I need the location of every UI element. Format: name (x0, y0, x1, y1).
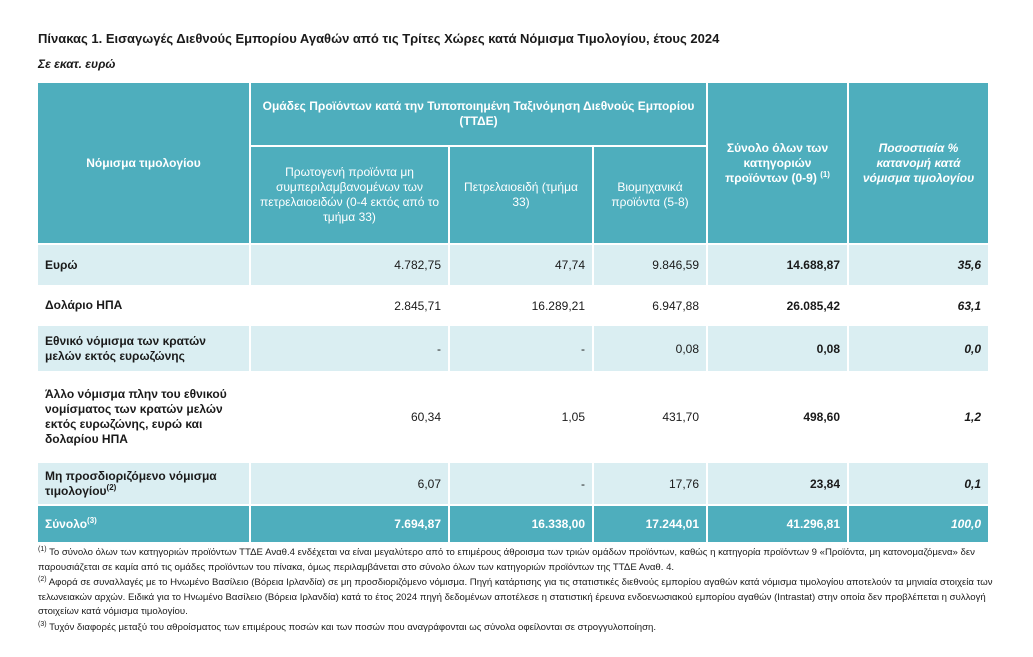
row-label: Δολάριο ΗΠΑ (37, 286, 250, 325)
total-petroleum: 16.338,00 (449, 505, 593, 543)
cell-percent: 1,2 (848, 372, 989, 462)
cell-total: 14.688,87 (707, 244, 848, 286)
cell-percent: 63,1 (848, 286, 989, 325)
row-label: Άλλο νόμισμα πλην του εθνικού νομίσματος των κρατών μελών εκτός ευρωζώνης, ευρώ και δολαρίου ΗΠΑ (37, 372, 250, 462)
footnote: $^{(2)}$ Αφορά σε συναλλαγές με το Ηνωμένο Βασίλειο (Βόρεια Ιρλανδία) σε μη προσδιοριζόμενο νόμισμα. Πηγή κατάρτισης για τις στατιστικές διεθνούς εμπορίου αγαθών κατά νόμισμα τιμολογίου αποτελούν τα μηνιαία στοιχεία των τελωνειακών αρχών. Ειδικά για το Ηνωμένο Βασίλειο (Βόρεια Ιρλανδία) κατά το έτος 2024 πηγή δεδομένων αποτέλεσε η στατιστική έρευνα ενδοενωσιακού εμπορίου αγαθών (Intrastat) στην οποία δεν προβλέπεται η συλλογή στοιχείων κατά νόμισμα τιμολογίου. (38, 576, 993, 618)
total-total: 41.296,81 (707, 505, 848, 543)
cell-total: 498,60 (707, 372, 848, 462)
table-title: Πίνακας 1. Εισαγωγές Διεθνούς Εμπορίου Αγαθών από τις Τρίτες Χώρες κατά Νόμισμα Τιμολογίου, έτους 2024 (38, 31, 720, 46)
cell-petroleum: 1,05 (449, 372, 593, 462)
table-row (37, 286, 989, 325)
total-industrial: 17.244,01 (593, 505, 707, 543)
cell-industrial: 6.947,88 (593, 286, 707, 325)
row-label: Ευρώ (37, 244, 250, 286)
cell-primary: 2.845,71 (250, 286, 449, 325)
header-total-all: Σύνολο όλων των κατηγοριών προϊόντων (0-9) $^{(1)}$ (707, 82, 848, 244)
header-primary: Πρωτογενή προϊόντα μη συμπεριλαμβανομένων των πετρελαιοειδών (0-4 εκτός από το τμήμα 33) (250, 146, 449, 244)
row-label: Μη προσδιοριζόμενο νόμισμα τιμολογίου$^{(2)}$ (37, 462, 250, 505)
cell-industrial: 431,70 (593, 372, 707, 462)
cell-petroleum: 16.289,21 (449, 286, 593, 325)
cell-industrial: 17,76 (593, 462, 707, 505)
header-currency: Νόμισμα τιμολογίου (37, 82, 250, 244)
table-row (37, 462, 989, 505)
cell-percent: 35,6 (848, 244, 989, 286)
table-row (37, 244, 989, 286)
cell-total: 0,08 (707, 325, 848, 372)
footnote: $^{(3)}$ Τυχόν διαφορές μεταξύ του αθροίσματος των επιμέρους ποσών και των ποσών που αναγράφονται ως σύνολα οφείλονται σε στρογγυλοποίηση. (38, 620, 657, 633)
imports-table (36, 81, 990, 544)
total-percent: 100,0 (848, 505, 989, 543)
cell-total: 26.085,42 (707, 286, 848, 325)
cell-total: 23,84 (707, 462, 848, 505)
cell-primary: 4.782,75 (250, 244, 449, 286)
cell-primary: 60,34 (250, 372, 449, 462)
header-petroleum: Πετρελαιοειδή (τμήμα 33) (449, 146, 593, 244)
total-label: Σύνολο$^{(3)}$ (37, 505, 250, 543)
row-label: Εθνικό νόμισμα των κρατών μελών εκτός ευρωζώνης (37, 325, 250, 372)
cell-petroleum: 47,74 (449, 244, 593, 286)
footnotes (38, 546, 993, 637)
cell-petroleum: - (449, 462, 593, 505)
header-product-groups: Ομάδες Προϊόντων κατά την Τυποποιημένη Ταξινόμηση Διεθνούς Εμπορίου (ΤΤΔΕ) (250, 82, 707, 146)
header-industrial: Βιομηχανικά προϊόντα (5-8) (593, 146, 707, 244)
header-percent: Ποσοστιαία % κατανομή κατά νόμισμα τιμολογίου (848, 82, 989, 244)
cell-percent: 0,0 (848, 325, 989, 372)
footnote: $^{(1)}$ Το σύνολο όλων των κατηγοριών προϊόντων ΤΤΔΕ Αναθ.4 ενδέχεται να είναι μεγαλύτερο από το επιμέρους άθροισμα των τριών ομάδων προϊόντων, καθώς η κατηγορία προϊόντων 9 «Προϊόντα, μη κατονομαζόμενα» δεν παρουσιάζεται σε καμία από τις ομάδες προϊόντων του πίνακα, όμως περιλαμβάνεται στο σύνολο όλων των κατηγοριών προϊόντων της ΤΤΔΕ Αναθ. 4. (38, 545, 975, 573)
cell-primary: - (250, 325, 449, 372)
cell-industrial: 0,08 (593, 325, 707, 372)
table-row (37, 372, 989, 462)
table-subtitle: Σε εκατ. ευρώ (38, 57, 116, 71)
cell-primary: 6,07 (250, 462, 449, 505)
cell-industrial: 9.846,59 (593, 244, 707, 286)
cell-petroleum: - (449, 325, 593, 372)
table-row (37, 325, 989, 372)
total-primary: 7.694,87 (250, 505, 449, 543)
cell-percent: 0,1 (848, 462, 989, 505)
total-row (37, 505, 989, 543)
